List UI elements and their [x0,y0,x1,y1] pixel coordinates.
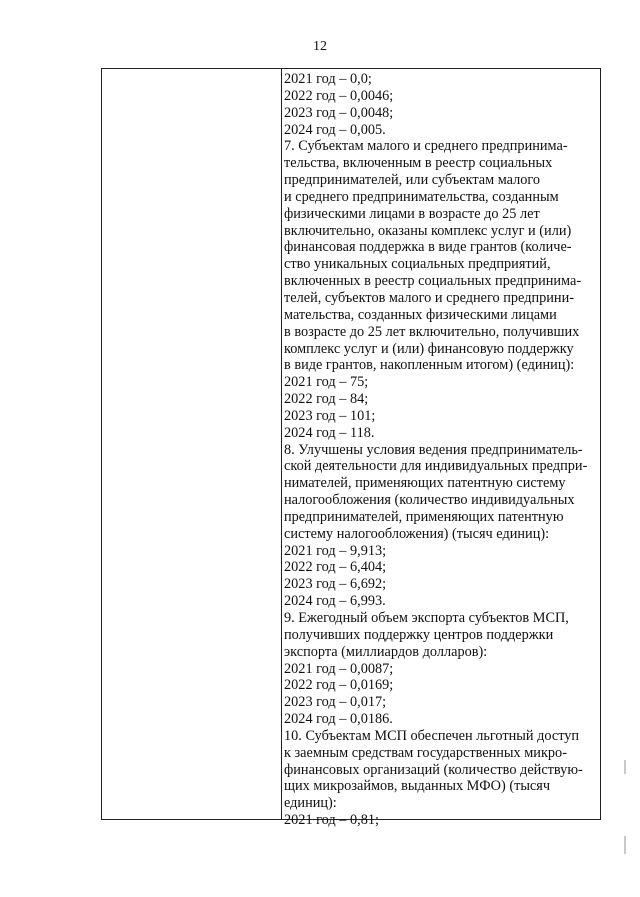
text-line: 9. Ежегодный объем экспорта субъектов МСП, [284,610,569,626]
text-line: 8. Улучшены условия ведения предприниматель- [284,441,583,458]
document-table [101,68,601,829]
text-line: 2022 год – 0,0046; [284,87,394,104]
text-line: финансовых организаций (количество действую- [284,761,583,778]
text-line: и среднего предпринимательства, созданным [284,188,559,205]
text-line: 2022 год – 84; [284,391,369,408]
table-cell-right [284,71,598,829]
text-line: к заемным средствам государственных микро- [284,744,567,761]
scan-artifact [624,760,626,774]
text-line: ской деятельности для индивидуальных предпри- [284,458,588,475]
text-line: экспорта (миллиардов долларов): [284,643,488,660]
text-line: 2021 год – 0,0087; [284,660,394,677]
text-line: 2021 год – 9,913; [284,542,387,559]
text-line: 2023 год – 6,692; [284,576,387,593]
text-line: включенных в реестр социальных предпринима- [284,273,582,290]
page-number: 12 [313,39,327,54]
text-line: финансовая поддержка в виде грантов (количе- [284,239,572,256]
text-line: 2024 год – 0,005. [284,121,386,138]
text-line: 2021 год – 75; [284,374,369,391]
text-line: в возрасте до 25 лет включительно, получивших [284,323,580,340]
text-line: телей, субъектов малого и среднего предприни- [284,289,574,306]
text-line: в виде грантов, накопленным итогом) (единиц): [284,357,575,374]
text-line: щих микрозаймов, выданных МФО) (тысяч [284,778,551,795]
text-line: 7. Субъектам малого и среднего предпринима- [284,138,568,155]
text-line: ство уникальных социальных предприятий, [284,256,551,273]
text-line: налогообложения (количество индивидуальных [284,492,575,509]
text-line: предпринимателей, или субъектам малого [284,172,541,189]
text-line: систему налогообложения) (тысяч единиц): [284,525,550,542]
text-line: 2023 год – 0,0048; [284,104,394,121]
text-line: 2021 год – 0,81; [284,812,379,829]
text-line: 2022 год – 6,404; [284,559,387,576]
text-line: 2023 год – 0,017; [284,694,387,711]
text-line: единиц): [284,795,337,812]
column-divider [281,69,282,819]
text-line: комплекс услуг и (или) финансовую поддержку [284,340,574,357]
text-line: 2022 год – 0,0169; [284,677,394,694]
text-line: предпринимателей, применяющих патентную [284,508,564,525]
text-line: получивших поддержку центров поддержки [284,626,554,643]
text-line: нимателей, применяющих патентную систему [284,475,566,492]
text-line: 2023 год – 101; [284,407,376,424]
text-line: 2021 год – 0,0; [284,71,372,87]
text-line: включительно, оказаны комплекс услуг и (или) [284,222,572,239]
text-line: мательства, созданных физическими лицами [284,306,557,323]
text-line: 2024 год – 0,0186. [284,711,393,728]
text-line: 10. Субъектам МСП обеспечен льготный доступ [284,727,580,744]
text-line: тельства, включенным в реестр социальных [284,155,553,172]
text-line: физическими лицами в возрасте до 25 лет [284,205,540,222]
text-line: 2024 год – 118. [284,424,375,441]
scan-artifact [624,836,626,854]
text-line: 2024 год – 6,993. [284,593,386,610]
